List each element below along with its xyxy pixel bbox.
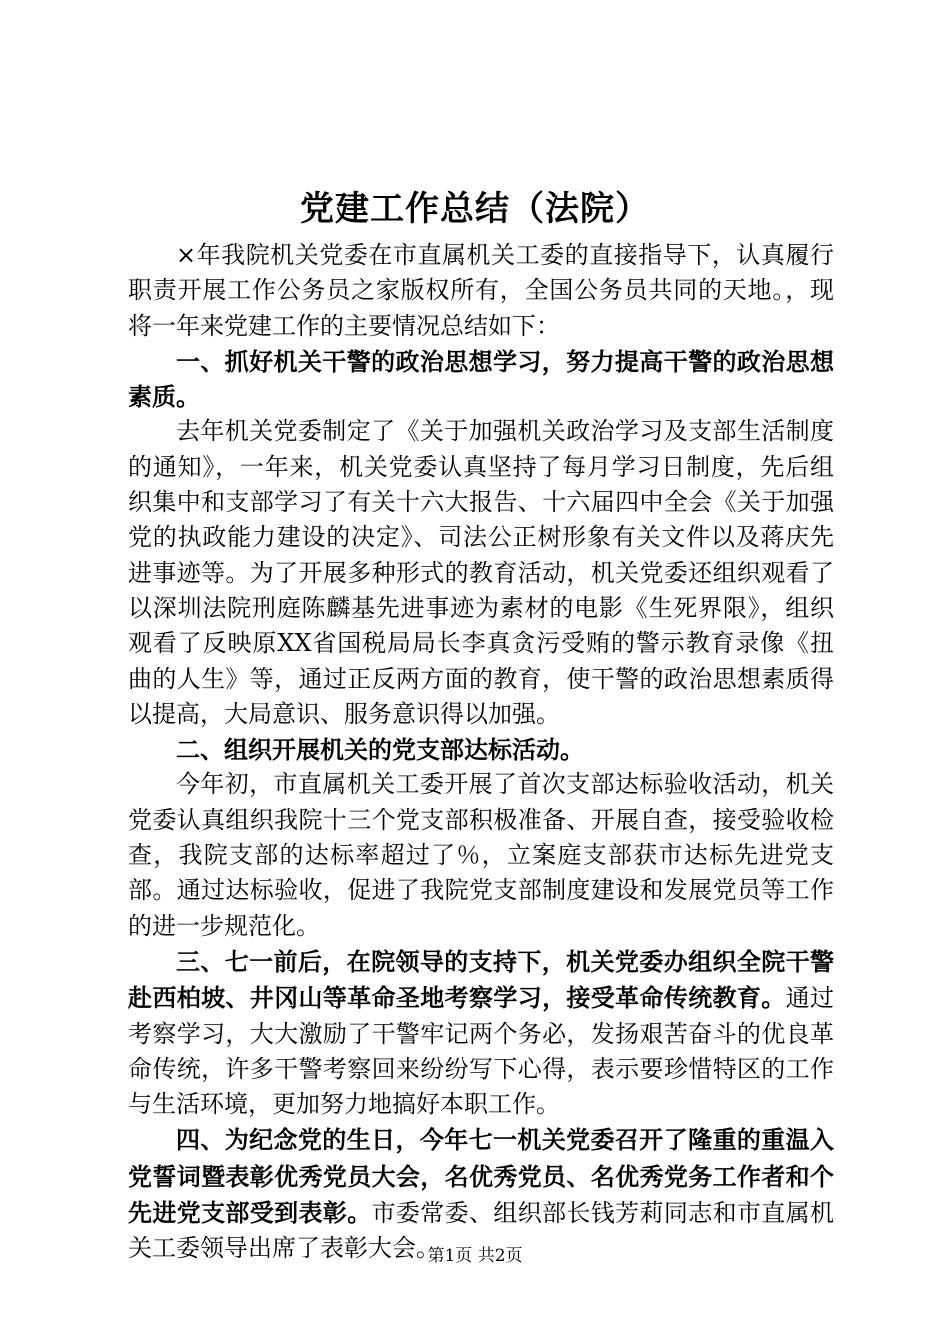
section-3-text: 通过考察学习，大大激励了干警牢记两个务必，发扬艰苦奋斗的优良革命传统，许多干警考察回来纷纷写下心得，表示要珍惜特区的工作与生活环境，更加努力地搞好本职工作。 — [128, 984, 834, 1119]
section-4-heading: 四、为纪念党的生日，今年七一机关党委召开了隆重的重温入党誓词暨表彰优秀党员大会，名优秀党员、名优秀党务工作者和个先进党支部受到表彰。 — [128, 1125, 834, 1228]
section-3-paragraph — [128, 944, 834, 1122]
section-1-heading: 一、抓好机关干警的政治思想学习，努力提高干警的政治思想素质。 — [128, 346, 834, 412]
section-4-text: 市委常委、组织部长钱芳莉同志和市直属机关工委领导出席了表彰大会。 — [128, 1199, 835, 1263]
section-3-heading: 三、七一前后，在院领导的支持下，机关党委办组织全院干警赴西柏坡、井冈山等革命圣地考察学习，接受革命传统教育。 — [128, 946, 834, 1013]
section-2-paragraph: 今年初，市直属机关工委开展了首次支部达标验收活动，机关党委认真组织我院十三个党支部积极准备、开展自查，接受验收检查，我院支部的达标率超过了％，立案庭支部获市达标先进党支部。通过达标验收，促进了我院党支部制度建设和发展党员等工作的进一步规范化。 — [128, 770, 834, 940]
section-2-heading: 二、组织开展机关的党支部达标活动。 — [176, 735, 584, 765]
intro-paragraph: ×年我院机关党委在市直属机关工委的直接指导下，认真履行职责开展工作公务员之家版权所有，全国公务员共同的天地。，现将一年来党建工作的主要情况总结如下： — [128, 241, 834, 340]
section-1-paragraph: 去年机关党委制定了《关于加强机关政治学习及支部生活制度的通知》，一年来，机关党委认真坚持了每月学习日制度，先后组织集中和支部学习了有关十六大报告、十六届四中全会《关于加强党的执政能力建设的决定》、司法公正树形象有关文件以及蒋庆先进事迹等。为了开展多种形式的教育活动，机关党委还组织观看了以深圳法院刑庭陈麟基先进事迹为素材的电影《生死界限》，组织观看了反映原XX省国税局局长李真贪污受贿的警示教育录像《扭曲的人生》等，通过正反两方面的教育，使干警的政治思想素质得以提高，大局意识、服务意识得以加强。 — [128, 417, 834, 728]
document-body — [128, 238, 834, 1267]
document-title: 党建工作总结（法院） — [300, 189, 650, 229]
page-footer: 第1页 共2页 — [427, 1246, 523, 1266]
